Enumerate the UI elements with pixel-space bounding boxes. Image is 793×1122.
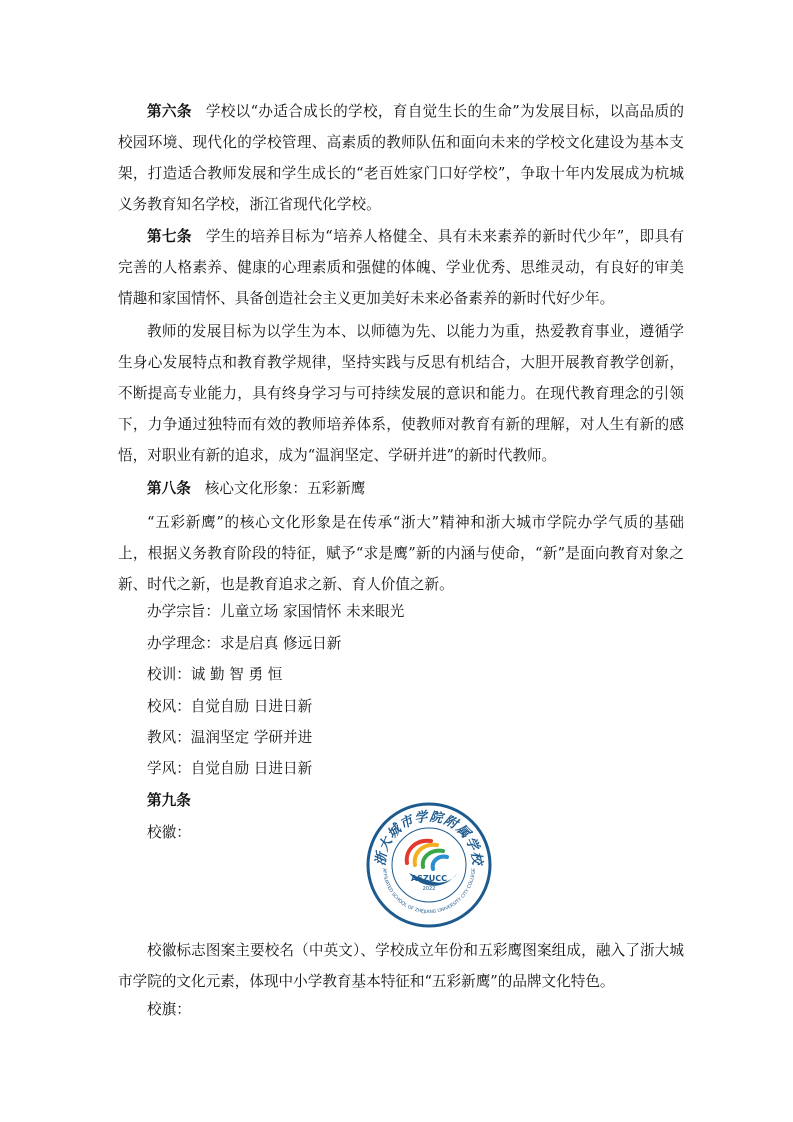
article-8-paragraph [118,507,684,600]
article-8-heading: 第八条 [147,480,191,497]
article-9-heading: 第九条 [147,792,191,809]
badge-label: 校徽： [147,824,191,841]
article-9-heading-line [147,791,205,811]
motto-item: 办学宗旨：儿童立场 家国情怀 未来眼光 [147,603,405,620]
article-6-text: 学校以“办适合成长的学校，育自觉生长的生命”为发展目标，以高品质的校园环境、现代化的学校管理、高素质的教师队伍和面向未来的学校文化建设为基本支架，打造适合教师发展和学生成长的“老百姓家门口好学校”，争取十年内发展成为杭城义务教育知名学校，浙江省现代化学校。 [118,103,684,213]
article-6-paragraph [118,96,684,220]
teacher-goal-text: 教师的发展目标为以学生为本、以师德为先、以能力为重，热爱教育事业，遵循学生身心发展特点和教育教学规律，坚持实践与反思有机结合，大胆开展教育教学创新，不断提高专业能力，具有终身学习与可持续发展的意识和能力。在现代教育理念的引领下，力争通过独特而有效的教师培养体系，使教师对教育有新的理解，对人生有新的感悟，对职业有新的追求，成为“温润坚定、学研并进”的新时代教师。 [118,323,684,464]
badge-chinese-name: 浙大城市学院附属学校 [373,809,485,867]
badge-abbreviation: ASZUCC [411,874,447,883]
school-badge-logo [365,801,493,929]
motto-item: 办学理念：求是启真 修远日新 [147,635,342,652]
motto-item: 学风：自觉自励 日进日新 [147,760,313,777]
badge-year: 2022 [422,886,436,892]
article-7-paragraph [118,221,684,314]
article-7-text: 学生的培养目标为“培养人格健全、具有未来素养的新时代少年”，即具有完善的人格素养、健康的心理素质和强健的体魄、学业优秀、思维灵动，有良好的审美情趣和家国情怀、具备创造社会主义更加美好未来必备素养的新时代好少年。 [118,228,684,307]
teacher-goal-paragraph [118,316,684,471]
article-8-heading-line [147,479,365,499]
badge-english-name: AFFILIATED SCHOOL OF ZHEJIANG UNIVERSITY CITY COLLEGE [380,868,478,916]
motto-item: 教风：温润坚定 学研并进 [147,729,313,746]
article-7-heading: 第七条 [147,228,192,245]
badge-description-text: 校徽标志图案主要校名（中英文）、学校成立年份和五彩鹰图案组成，融入了浙大城市学院的文化元素，体现中小学教育基本特征和“五彩新鹰”的品牌文化特色。 [118,942,684,990]
article-6-heading: 第六条 [147,103,192,120]
motto-item: 校风：自觉自励 日进日新 [147,698,313,715]
badge-description-paragraph [118,935,684,997]
flag-label: 校旗： [147,1001,191,1018]
motto-item: 校训：诚 勤 智 勇 恒 [147,666,283,683]
article-8-text: “五彩新鹰”的核心文化形象是在传承“浙大”精神和浙大城市学院办学气质的基础上，根据义务教育阶段的特征，赋予“求是鹰”新的内涵与使命，“新”是面向教育对象之新、时代之新，也是教育追求之新、育人价值之新。 [118,514,684,593]
article-8-title: 核心文化形象：五彩新鹰 [204,480,366,497]
